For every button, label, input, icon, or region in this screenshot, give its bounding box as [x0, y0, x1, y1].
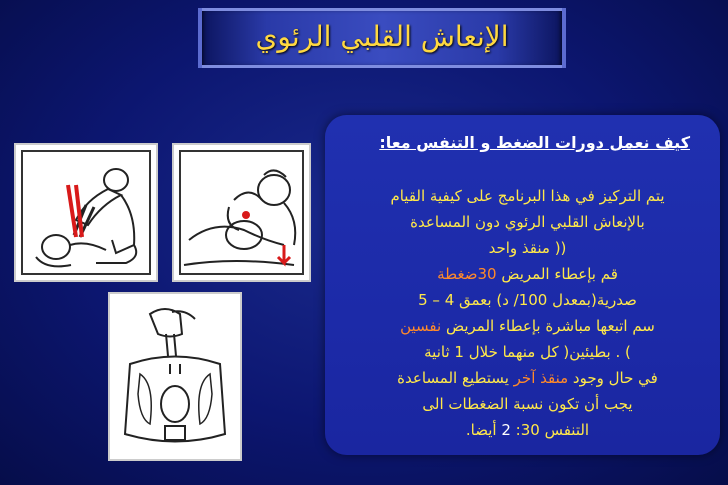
instruction-line — [365, 391, 690, 417]
instruction-segment: ) . بطيئين( كل منهما خلال 1 ثانية — [424, 343, 631, 361]
instruction-segment: نفسين — [400, 317, 442, 335]
instruction-line — [365, 339, 690, 365]
instruction-line — [365, 313, 690, 339]
instruction-segment: سم اتبعها مباشرة بإعطاء المريض — [441, 317, 655, 335]
instruction-segment: قم بإعطاء المريض — [496, 265, 618, 283]
instruction-line — [365, 183, 690, 209]
instruction-segment: التنفس 30: — [510, 421, 590, 439]
instruction-segment: يستطيع المساعدة — [397, 369, 514, 387]
instruction-segment: (( منقذ واحد — [488, 239, 567, 257]
instruction-segment: 2 — [501, 421, 511, 439]
section-heading: كيف نعمل دورات الضغط و التنفس معا: — [379, 133, 690, 152]
instruction-line — [365, 287, 690, 313]
instruction-line — [365, 235, 690, 261]
cpr-compression-illustration — [14, 143, 158, 282]
instruction-segment: يتم التركيز في هذا البرنامج على كيفية القيام — [390, 187, 665, 205]
instruction-segment: بالإنعاش القلبي الرئوي دون المساعدة — [410, 213, 645, 231]
instructions-text — [365, 183, 690, 443]
instruction-line — [365, 209, 690, 235]
slide-title: الإنعاش القلبي الرئوي — [255, 20, 509, 53]
instruction-segment: في حال وجود — [568, 369, 658, 387]
instruction-segment: أيضا. — [465, 421, 502, 439]
instruction-segment: يجب أن تكون نسبة الضغطات الى — [422, 395, 633, 413]
instruction-segment: 30 — [477, 265, 497, 283]
rescue-breathing-illustration — [172, 143, 311, 282]
title-banner — [198, 8, 566, 68]
instruction-line — [365, 365, 690, 391]
content-panel — [325, 115, 720, 455]
instruction-segment: ضغطة — [437, 265, 478, 283]
instruction-line — [365, 417, 690, 443]
chest-compression-diagram — [108, 292, 242, 461]
instruction-segment: صدرية(بمعدل 100/ د) بعمق 4 – 5 — [418, 291, 637, 309]
instruction-line — [365, 261, 690, 287]
instruction-segment: منقذ آخر — [513, 369, 569, 387]
